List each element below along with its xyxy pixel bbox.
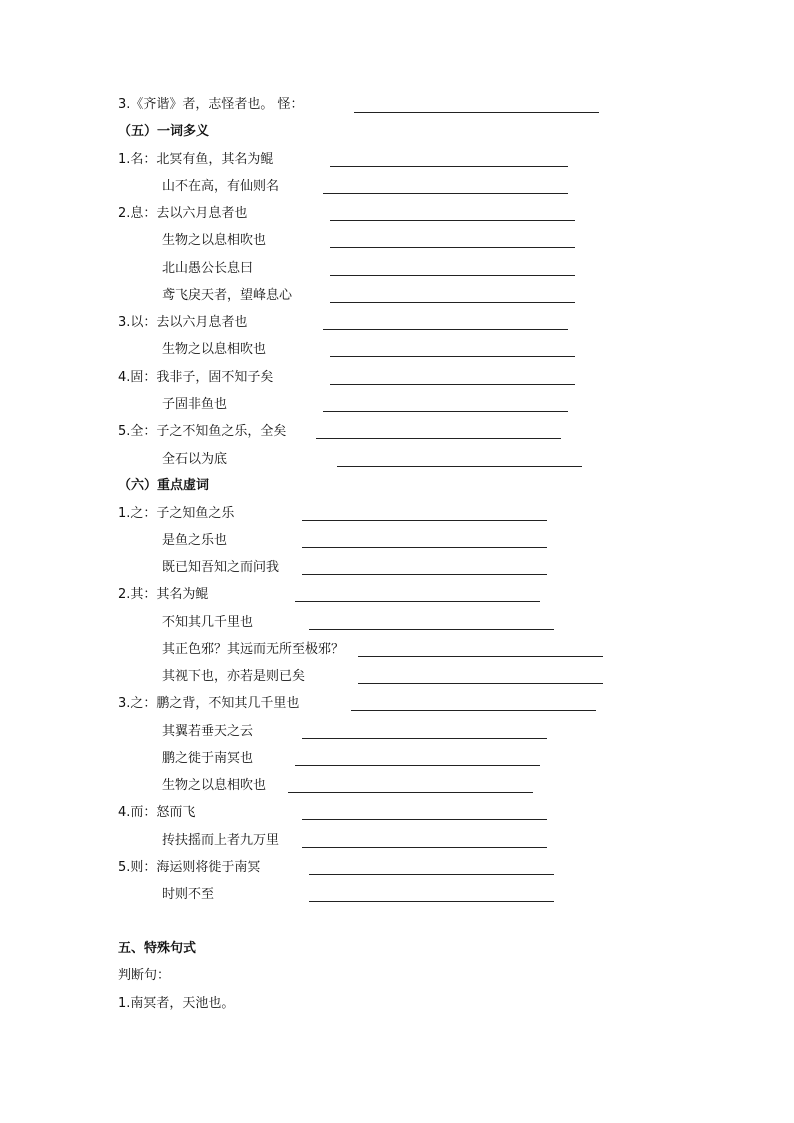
answer-blank[interactable] [309,874,554,875]
polysemy-item: 2.息：去以六月息者也 [118,206,248,221]
polysemy-item: 全石以为底 [162,452,228,467]
function-word-item: 既已知吾知之而问我 [162,560,280,575]
polysemy-item: 山不在高，有仙则名 [162,179,280,194]
function-word-item: 3.之：鹏之背，不知其几千里也 [118,696,300,711]
answer-blank[interactable] [330,166,568,167]
function-word-item: 2.其：其名为鲲 [118,587,209,602]
polysemy-item: 北山愚公长息曰 [162,261,254,276]
section-heading-function-words: （六）重点虚词 [118,478,210,493]
function-word-item: 其视下也，亦若是则已矣 [162,669,306,684]
answer-blank[interactable] [302,574,547,575]
polysemy-item: 1.名：北冥有鱼，其名为鲲 [118,152,274,167]
answer-blank[interactable] [323,193,568,194]
function-word-item: 鹏之徙于南冥也 [162,751,254,766]
answer-blank[interactable] [295,601,540,602]
answer-blank[interactable] [323,411,568,412]
answer-blank[interactable] [351,710,596,711]
function-word-item: 4.而：怒而飞 [118,805,196,820]
polysemy-item: 生物之以息相吹也 [162,342,267,357]
answer-blank[interactable] [330,302,575,303]
polysemy-item: 4.固：我非子，固不知子矣 [118,370,274,385]
polysemy-item: 鸢飞戾天者，望峰息心 [162,288,293,303]
answer-blank[interactable] [302,738,547,739]
answer-blank[interactable] [330,356,575,357]
answer-blank[interactable] [330,275,575,276]
function-word-item: 5.则：海运则将徙于南冥 [118,860,261,875]
answer-blank[interactable] [302,819,547,820]
function-word-item: 是鱼之乐也 [162,533,228,548]
answer-blank[interactable] [354,112,599,113]
section-heading-special-sentences: 五、特殊句式 [118,941,197,956]
function-word-item: 其翼若垂天之云 [162,724,254,739]
answer-blank[interactable] [316,438,561,439]
polysemy-item: 5.全：子之不知鱼之乐，全矣 [118,424,287,439]
answer-blank[interactable] [309,901,554,902]
answer-blank[interactable] [330,247,575,248]
subheading-judgment-sentences: 判断句： [118,968,171,983]
polysemy-item: 生物之以息相吹也 [162,233,267,248]
answer-blank[interactable] [295,765,540,766]
answer-blank[interactable] [358,656,603,657]
function-word-item: 其正色邪？其远而无所至极邪？ [162,642,345,657]
answer-blank[interactable] [330,220,575,221]
answer-blank[interactable] [358,683,603,684]
answer-blank[interactable] [288,792,533,793]
answer-blank[interactable] [302,547,547,548]
function-word-item: 1.之：子之知鱼之乐 [118,506,235,521]
answer-blank[interactable] [323,329,568,330]
function-word-item: 时则不至 [162,887,215,902]
function-word-item: 抟扶摇而上者九万里 [162,833,280,848]
answer-blank[interactable] [302,520,547,521]
polysemy-item: 3.以：去以六月息者也 [118,315,248,330]
question-3-line: 3.《齐谐》者，志怪者也。 怪： [118,97,304,112]
answer-blank[interactable] [330,384,575,385]
answer-blank[interactable] [337,466,582,467]
answer-blank[interactable] [309,629,554,630]
example-sentence: 1.南冥者，天池也。 [118,996,235,1011]
function-word-item: 不知其几千里也 [162,615,254,630]
function-word-item: 生物之以息相吹也 [162,778,267,793]
answer-blank[interactable] [302,847,547,848]
polysemy-item: 子固非鱼也 [162,397,228,412]
section-heading-polysemy: （五）一词多义 [118,124,210,139]
